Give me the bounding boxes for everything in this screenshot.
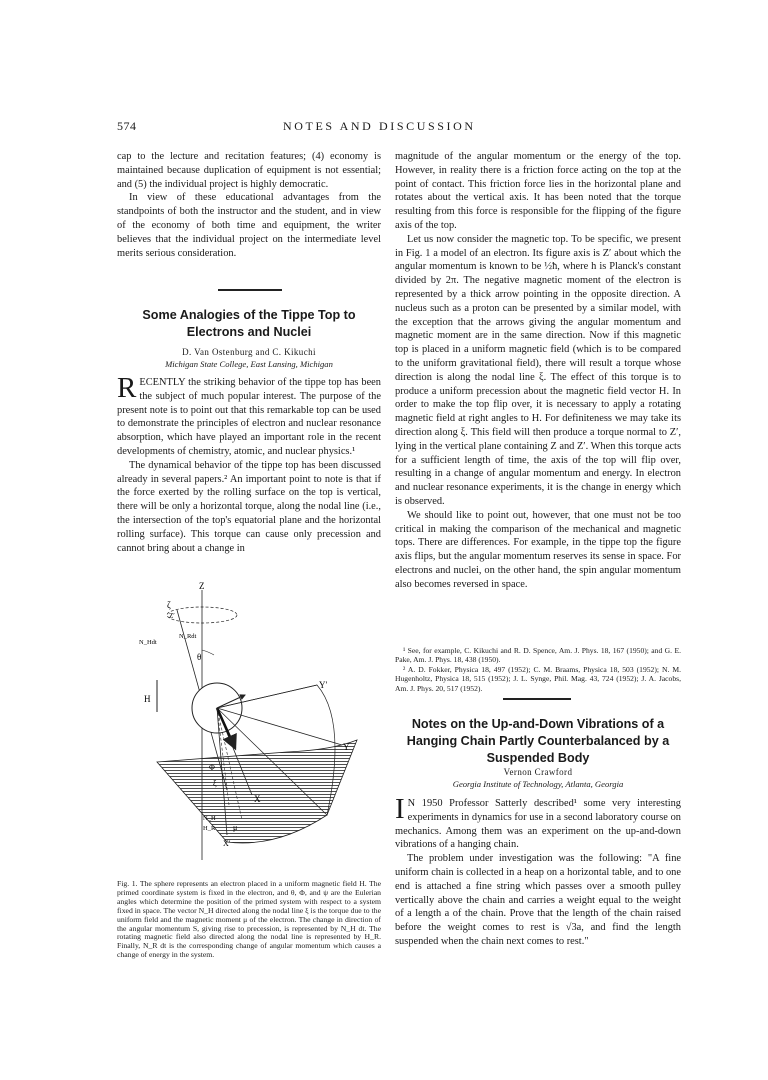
paragraph-text: N 1950 Professor Satterly described¹ some very interesting experiments in dynamics for use in a second laboratory course on mechanics. Among them was an experiment on the up-and-down vibrations of a hanging chain. [395,798,681,851]
label-nh: N_H [203,815,216,822]
figure-1-diagram [117,580,381,870]
label-xi: ξ [213,779,217,788]
page-header [0,119,768,139]
label-z: Z [199,581,205,591]
article2-body [395,793,681,949]
label-nhdt: N_Hdt [139,639,157,646]
paragraph [117,372,381,459]
figure-1-caption: Fig. 1. The sphere represents an electron placed in a uniform magnetic field H. The primed coordinate system is fixed in the electron, and θ, Φ, and ψ are the Eulerian angles which determine the position of the primed system with respect to a system fixed in space. The vector N_H directed along the nodal line ξ is the torque due to the uniform field and the magnetic moment μ of the electron. The change in direction of the angular momentum S, giving rise to precession, is represented by N_H dt. The rotating magnetic field also directed along the nodal line is represented by H_R. Finally, N_R dt is the corresponding change of angular momentum which causes a change of energy in the system. [117,879,381,960]
label-h: H [144,694,151,704]
drop-cap: I [395,793,405,825]
paragraph: cap to the lecture and recitation features; (4) economy is maintained because duplication of equipment is not essential; and (5) the individual project is highly democratic. [117,151,381,190]
paragraph: The problem under investigation was the following: "A fine uniform chain is collected in a heap on a horizontal table, and to one end is attached a fine string which passes over a smooth pulley vertically above the chain and carries a weight equal to the weight of a length a of the chain. Prove that the length of the chain raised before the weight comes to rest is √3a, and find the length suspended when the chain next comes to rest." [395,853,681,947]
label-y: Y [343,742,350,752]
article-title: Some Analogies of the Tippe Top to Electrons and Nuclei [142,308,356,339]
paragraph: The dynamical behavior of the tippe top has been discussed already in several papers.² An important point to note is that if the force exerted by the rolling surface on the top is vertical, there will be only a horizontal torque, along the nodal line (i.e., the intersection of the top's equatorial plane and the horizontal rolling surface). This torque can cause only precession and cannot bring about a change in [117,459,381,554]
label-x: X [254,794,261,804]
drop-cap: R [117,372,137,404]
theta-arc [202,650,214,655]
label-yprime: Y′ [319,680,328,690]
label-phi: Φ [209,763,215,772]
running-head: NOTES AND DISCUSSION [283,119,476,133]
paragraph-text: ECENTLY the striking behavior of the tippe top has been the subject of much popular interest. The purpose of the present note is to point out that this remarkable top can be used to demonstrate the principles of electron and nuclear resonance absorption, which have played an important role in the recent developments of chemistry, atomic, and nuclear physics.¹ [117,377,381,457]
paragraph: Let us now consider the magnetic top. To be specific, we present in Fig. 1 a model of an electron. Its figure axis is Z′ about which the angular momentum is known to be ½ħ, where h is Planck's constant divided by 2π. The negative magnetic moment of the electron is represented by a thick arrow pointing in the opposite direction. A nucleus such as a proton can be presented by a similar model, with the exception that the arrows giving the angular momentum and magnetic moment are in the same direction. Now if this magnetic top is placed in a uniform magnetic field (which is to be compared to the uniform gravitational field), there will result a torque whose direction is along the nodal line ξ. The effect of this torque is to produce a uniform precession about the magnetic field vector H. In order to make the top flip over, it is necessary to apply a rotating magnetic field at right angles to H. For definiteness we may take its direction along ξ. This field will then produce a torque normal to Z′, lying in the vertical plane containing Z and Z′. When this torque acts for a sufficient length of time, the axis of the top will flip over, resulting in a change of angular momentum and energy. In electron and nuclear resonance experiments, it is the change in energy which is observed. [395,233,681,507]
paragraph: In view of these educational advantages from the standpoints of both the instructor and the student, and in view of the economy of both time and equipment, the writer believes that the individual project on the intermediate level merits serious consideration. [117,192,381,259]
article2-affiliation: Georgia Institute of Technology, Atlanta, Georgia [452,779,624,789]
left-column-top [117,150,381,260]
label-zeta: ζ [167,600,171,610]
section-rule [218,289,282,291]
page-number: 574 [117,119,137,133]
section-rule [503,698,571,700]
hatched-plane [157,740,357,843]
label-theta: θ [197,652,202,662]
article-authors: D. Van Ostenburg and C. Kikuchi [182,347,316,357]
label-xprime: X′ [223,839,231,848]
article-affiliation: Michigan State College, East Lansing, Michigan [165,359,333,369]
paragraph: magnitude of the angular momentum or the energy of the top. However, in reality there is a friction force acting on the top at the point of contact. This friction force lies in the horizontal plane and rotates about the vertical axis. It has been noted that the torque resulting from this force is responsible for the flipping of the figure axis of the top. [395,151,681,231]
label-zprime: Z′ [169,612,175,620]
label-mu: μ [233,823,238,832]
article1-body-continued [395,150,681,592]
footnotes [395,646,681,693]
article2-author: Vernon Crawford [503,767,573,777]
paragraph: We should like to point out, however, that one must not be too critical in making the comparison of the mechanical and magnetic tops. There are differences. For example, in the tippe top the figure axis flips, but the angular momentum reserves its sense in space. For electrons and nuclei, on the other hand, the spin angular momentum also becomes reversed in space. [395,509,681,590]
article2-title: Notes on the Up-and-Down Vibrations of a Hanging Chain Partly Counterbalanced by a Suspended Body [406,717,670,765]
article1-body [117,372,381,555]
footnote-2: ² A. D. Fokker, Physica 18, 497 (1952); C. M. Braams, Physica 18, 503 (1952); N. M. Hugenholtz, Physica 18, 515 (1952); J. L. Synge, Phil. Mag. 43, 724 (1952); J. A. Jacobs, Am. J. Phys. 20, 517 (1952). [395,664,681,693]
label-hr: H_R [203,825,216,832]
footnote-1: ¹ See, for example, C. Kikuchi and R. D. Spence, Am. J. Phys. 18, 167 (1950); and G. E. Pake, Am. J. Phys. 18, 438 (1950). [395,646,681,665]
label-nrdt: N_Rdt [179,633,197,640]
paragraph [395,793,681,852]
